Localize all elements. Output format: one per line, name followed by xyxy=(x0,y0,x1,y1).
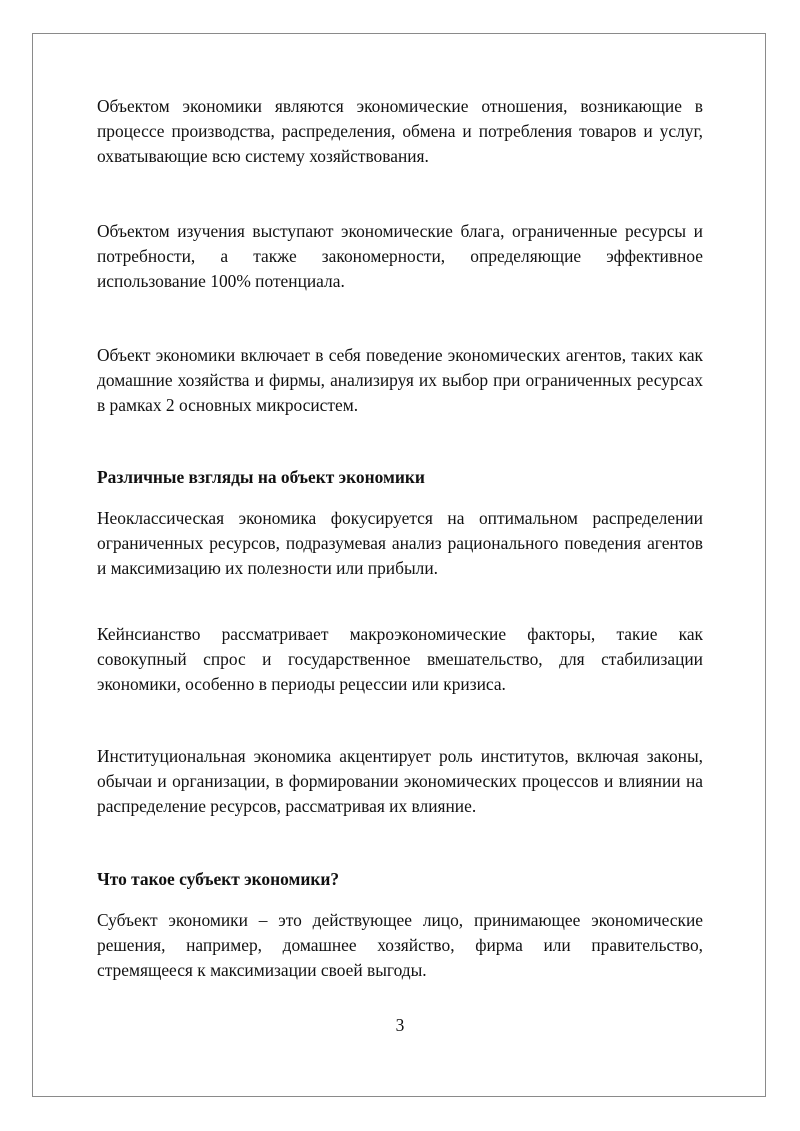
paragraph-study-object: Объектом изучения выступают экономические блага, ограниченные ресурсы и потребности, а также закономерности, определяющие эффективное использование 100% потенциала. xyxy=(97,221,703,291)
paragraph-economic-agents: Объект экономики включает в себя поведение экономических агентов, таких как домашние хозяйства и фирмы, анализируя их выбор при ограниченных ресурсах в рамках 2 основных микросистем. xyxy=(97,345,703,415)
heading-economic-subject: Что такое субъект экономики? xyxy=(97,869,340,889)
paragraph-institutional: Институциональная экономика акцентирует роль институтов, включая законы, обычаи и организации, в формировании экономических процессов и влиянии на распределение ресурсов, рассматривая их влияние. xyxy=(97,746,703,816)
paragraph-economy-object: Объектом экономики являются экономические отношения, возникающие в процессе производства, распределения, обмена и потребления товаров и услуг, охватывающие всю систему хозяйствования. xyxy=(97,96,703,166)
paragraph-economic-subject: Субъект экономики – это действующее лицо, принимающее экономические решения, например, домашнее хозяйство, фирма или правительство, стремящееся к максимизации своей выгоды. xyxy=(97,910,703,980)
heading-different-views: Различные взгляды на объект экономики xyxy=(97,467,425,487)
paragraph-keynesianism: Кейнсианство рассматривает макроэкономические факторы, такие как совокупный спрос и государственное вмешательство, для стабилизации экономики, особенно в периоды рецессии или кризиса. xyxy=(97,624,703,694)
page-number: 3 xyxy=(395,1015,405,1035)
paragraph-neoclassical: Неоклассическая экономика фокусируется на оптимальном распределении ограниченных ресурсов, подразумевая анализ рационального поведения агентов и максимизацию их полезности или прибыли. xyxy=(97,508,703,578)
